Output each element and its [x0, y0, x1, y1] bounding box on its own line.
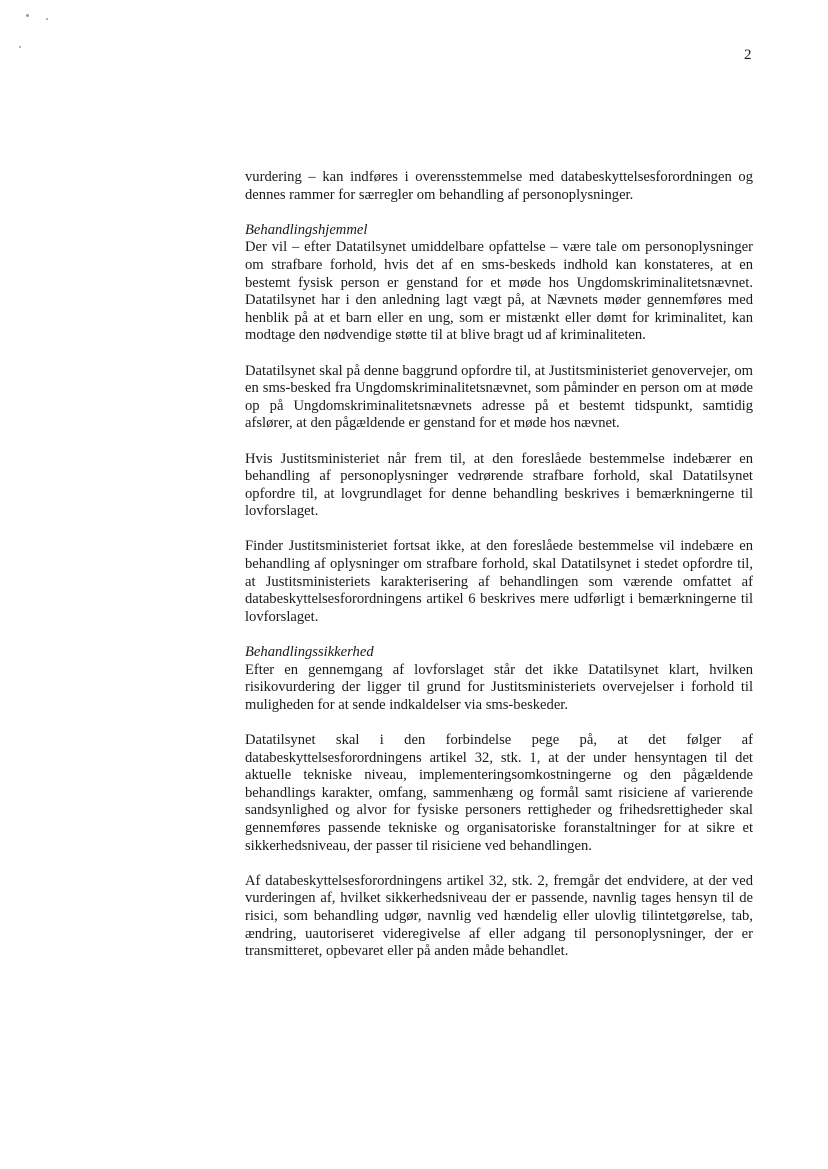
- section-heading-behandlingssikkerhed: Behandlingssikkerhed: [245, 644, 374, 661]
- paragraph: Hvis Justitsministeriet når frem til, at den foreslåede bestemmelse indebærer en behandling af personoplysninger vedrørende strafbare forhold, skal Datatilsynet opfordre til, at lovgrundlaget for denne behandling beskrives i bemærkningerne til lovforslaget.: [245, 450, 753, 520]
- scan-speck: [46, 18, 48, 20]
- paragraph: Finder Justitsministeriet fortsat ikke, at den foreslåede bestemmelse vil indebære en behandling af oplysninger om strafbare forhold, skal Datatilsynet i stedet opfordre til, at Justitsministeriets karakterisering af behandlingen som værende omfattet af databeskyttelsesforordningens artikel 6 beskrives mere udførligt i bemærkningerne til lovforslaget.: [245, 538, 753, 625]
- section-heading-behandlingshjemmel: Behandlingshjemmel: [245, 221, 368, 238]
- paragraph: vurdering – kan indføres i overensstemmelse med databeskyttelsesforordningen og dennes rammer for særregler om behandling af personoplysninger.: [245, 169, 753, 203]
- scan-speck: [26, 14, 29, 17]
- paragraph: Af databeskyttelsesforordningens artikel 32, stk. 2, fremgår det endvidere, at der ved vurderingen af, hvilket sikkerhedsniveau der er passende, navnlig tages hensyn til de risici, som behandling udgør, navnlig ved hændelig eller ulovlig tilintetgørelse, tab, ændring, uautoriseret videregivelse af eller adgang til personoplysninger, der er transmitteret, opbevaret eller på anden måde behandlet.: [245, 872, 753, 960]
- paragraph: Datatilsynet skal på denne baggrund opfordre til, at Justitsministeriet genovervejer, om en sms-besked fra Ungdomskriminalitetsnævnet, som påminder en person om at møde op på Ungdomskriminalitetsnævnets adresse på et bestemt tidspunkt, samtidig afslører, at den pågældende er genstand for et møde hos nævnet.: [245, 362, 753, 432]
- paragraph: Datatilsynet skal i den forbindelse pege på, at det følger af databeskyttelsesforordningens artikel 32, stk. 1, at der under hensyntagen til det aktuelle tekniske niveau, implementeringsomkostningerne og den pågældende behandlings karakter, omfang, sammenhæng og formål samt risiciene af varierende sandsynlighed og alvor for fysiske personers rettigheder og frihedsrettigheder skal gennemføres passende tekniske og organisatoriske foranstaltninger for at sikre et sikkerhedsniveau, der passer til risiciene ved behandlingen.: [245, 732, 753, 854]
- paragraph: Efter en gennemgang af lovforslaget står det ikke Datatilsynet klart, hvilken risikovurdering der ligger til grund for Justitsministeriets overvejelser i forhold til muligheden for at sende indkaldelser via sms-beskeder.: [245, 661, 753, 713]
- scan-speck: [19, 46, 21, 48]
- document-body: [245, 169, 753, 961]
- paragraph: Der vil – efter Datatilsynet umiddelbare opfattelse – være tale om personoplysninger om strafbare forhold, hvis det af en sms-beskeds indhold kan konstateres, at en bestemt fysisk person er genstand for et møde hos Ungdomskriminalitetsnævnet. Datatilsynet har i den anledning lagt vægt på, at Nævnets møder gennemføres med henblik på at et barn eller en ung, som er mistænkt eller dømt for kriminalitet, kan modtage den nødvendige støtte til at blive bragt ud af kriminaliteten.: [245, 239, 753, 344]
- page-number: 2: [744, 47, 752, 63]
